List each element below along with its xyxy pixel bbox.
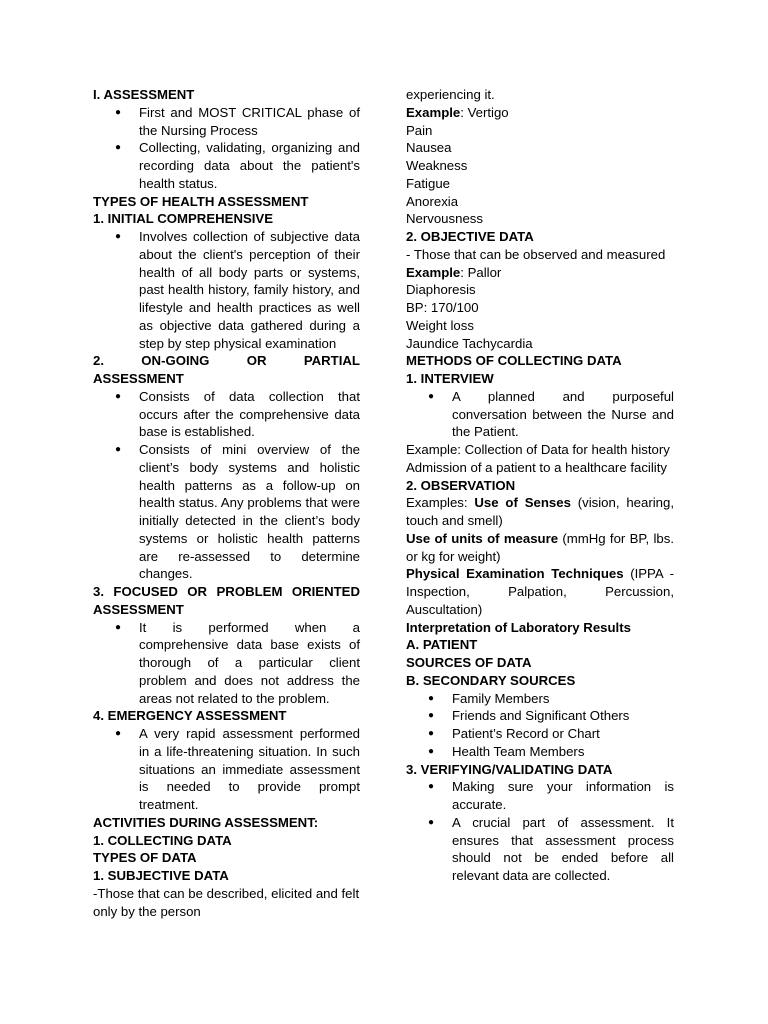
ongoing-bullet-list [93, 388, 360, 583]
example-value: : Vertigo [460, 104, 509, 120]
units-label: Use of units of measure [406, 530, 559, 546]
senses-detail: (vision, hearing, touch and smell) [406, 495, 674, 528]
examples-prefix: Examples: [406, 495, 475, 511]
objective-description: - Those that can be observed and measured [406, 246, 666, 262]
objective-example-line [406, 264, 674, 282]
focused-bullet-list [93, 619, 360, 708]
list-item: ● First and MOST CRITICAL phase of the Nursing Process [93, 104, 360, 140]
heading-initial-comprehensive: 1. INITIAL COMPREHENSIVE [93, 211, 274, 227]
heading-methods: METHODS OF COLLECTING DATA [406, 353, 622, 369]
heading-collecting-data: 1. COLLECTING DATA [93, 832, 232, 848]
subjective-example-line [406, 104, 674, 122]
list-item: ● Consists of data collection that occurs after the comprehensive data base is established. [93, 388, 360, 441]
physical-detail: (IPPA - Inspection, Palpation, Percussion, Auscultation) [406, 566, 674, 617]
heading-interview: 1. INTERVIEW [406, 371, 494, 386]
subjective-continuation: experiencing it. [406, 87, 495, 102]
list-item: Nervousness [406, 211, 483, 227]
example-label: Example [406, 264, 461, 280]
heading-emergency: 4. EMERGENCY ASSESSMENT [93, 708, 287, 724]
list-item: ● Consists of mini overview of the client’s body systems and holistic health patterns as a follow-up on health status. Any problems that were initially detected in the client’s body systems or holistic health patterns are re-assessed to determine changes. [93, 441, 360, 583]
heading-focused: 3. FOCUSED OR PROBLEM ORIENTED ASSESSMENT [93, 584, 360, 617]
heading-word: OR [246, 353, 267, 369]
observation-physical [406, 565, 674, 618]
list-item: Jaundice Tachycardia [406, 335, 533, 351]
list-item: ● A crucial part of assessment. It ensures that assessment process should not be ended before all relevant data are collected. [406, 814, 674, 885]
heading-ongoing-partial [93, 352, 360, 370]
heading-types-of-data: TYPES OF DATA [93, 850, 197, 866]
example-label: Example [406, 104, 461, 120]
secondary-bullet-list [406, 690, 674, 761]
heading-objective-data: 2. OBJECTIVE DATA [406, 229, 534, 244]
verify-bullet-list [406, 778, 674, 885]
heading-sources-of-data: SOURCES OF DATA [406, 655, 532, 670]
list-item: Anorexia [406, 193, 459, 209]
list-item: ● It is performed when a comprehensive data base exists of thorough of a particular client problem and does not address the areas not related to the problem. [93, 619, 360, 708]
observation-units [406, 530, 674, 566]
interview-bullet-list [406, 388, 674, 441]
heading-ongoing-tail: ASSESSMENT [93, 371, 184, 386]
list-item: ● Family Members [406, 690, 674, 708]
example-value: : Pallor [460, 264, 502, 280]
list-item: ● Making sure your information is accurate. [406, 778, 674, 814]
heading-subjective-data: 1. SUBJECTIVE DATA [93, 868, 229, 883]
heading-types-of-health-assessment: TYPES OF HEALTH ASSESSMENT [93, 193, 309, 209]
list-item: Diaphoresis [406, 282, 476, 298]
heading-word: ON-GOING [141, 353, 210, 369]
heading-word: PARTIAL [303, 353, 360, 369]
list-item: ● A planned and purposeful conversation between the Nurse and the Patient. [406, 388, 674, 441]
interview-admission: Admission of a patient to a healthcare facility [406, 459, 667, 475]
list-item: BP: 170/100 [406, 300, 479, 315]
initial-bullet-list [93, 228, 360, 352]
assessment-bullet-list [93, 104, 360, 193]
right-column [406, 86, 674, 885]
emergency-bullet-list [93, 725, 360, 814]
heading-verifying: 3. VERIFYING/VALIDATING DATA [406, 761, 613, 777]
list-item: Fatigue [406, 175, 450, 191]
heading-observation: 2. OBSERVATION [406, 477, 516, 493]
senses-label: Use of Senses [474, 495, 571, 511]
heading-secondary-sources: B. SECONDARY SOURCES [406, 672, 576, 688]
list-item: ● A very rapid assessment performed in a life-threatening situation. In such situations an immediate assessment is needed to provide prompt treatment. [93, 725, 360, 814]
units-detail: (mmHg for BP, lbs. or kg for weight) [406, 530, 674, 564]
heading-patient: A. PATIENT [406, 637, 478, 653]
list-item: Weakness [406, 158, 468, 173]
list-item: Weight loss [406, 317, 474, 333]
observation-lab: Interpretation of Laboratory Results [406, 619, 631, 635]
list-item: Pain [406, 122, 433, 138]
heading-activities: ACTIVITIES DURING ASSESSMENT: [93, 814, 319, 830]
left-column [93, 86, 360, 920]
list-item: ● Friends and Significant Others [406, 707, 674, 725]
list-item: ● Patient’s Record or Chart [406, 725, 674, 743]
observation-senses [406, 494, 674, 530]
subjective-description: -Those that can be described, elicited and felt only by the person [93, 885, 360, 919]
heading-word: 2. [93, 353, 104, 369]
list-item: ● Health Team Members [406, 743, 674, 761]
physical-label: Physical Examination Techniques [406, 566, 624, 582]
section-heading-assessment: I. ASSESSMENT [93, 87, 195, 102]
list-item: ● Involves collection of subjective data about the client's perception of their health of all body parts or systems, past health history, family history, and lifestyle and health practices as well as objective data gathered during a step by step physical examination [93, 228, 360, 352]
list-item: ● Collecting, validating, organizing and recording data about the patient's health status. [93, 139, 360, 192]
list-item: Nausea [406, 140, 452, 156]
interview-example: Example: Collection of Data for health history [406, 442, 670, 457]
